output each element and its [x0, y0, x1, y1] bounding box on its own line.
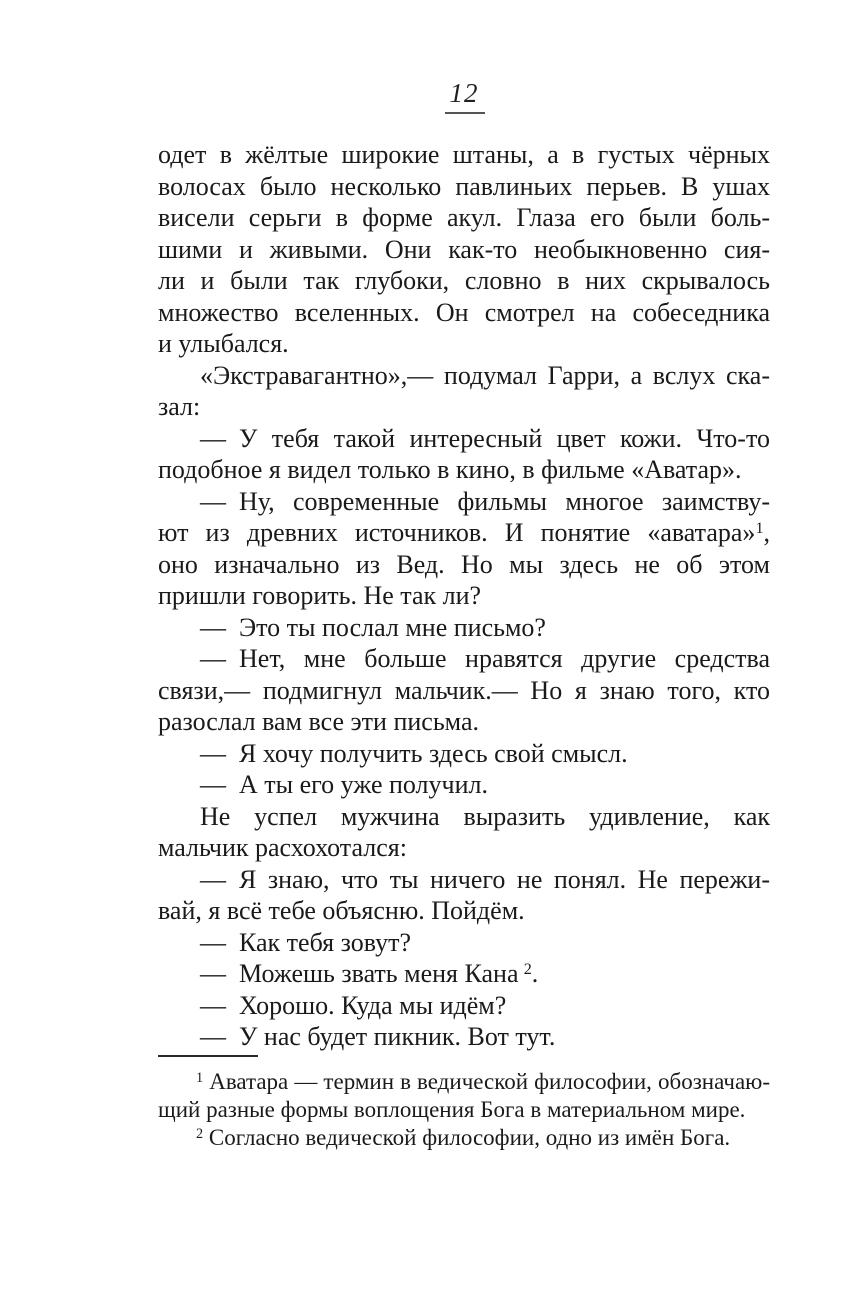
body-text-line: шими и живыми. Они как-то необыкновенно сия-	[158, 234, 770, 264]
body-text-line: одет в жёлтые широкие штаны, а в густых чёрных	[158, 140, 770, 169]
body-text-line: ли и были так глубоки, словно в них скрывалось	[158, 266, 770, 295]
body-text-line: висели серьги в форме акул. Глаза его были боль-	[158, 203, 770, 232]
footnote-reference-superscript: 2	[523, 960, 532, 978]
footnote-reference-superscript: 1	[196, 1069, 204, 1086]
body-text-line: мальчик расхохотался:	[158, 833, 407, 862]
footnote-reference-superscript: 1	[755, 519, 764, 537]
body-text-line: — Хорошо. Куда мы идём?	[200, 990, 507, 1020]
body-text-line: и улыбался.	[158, 329, 289, 358]
body-text-line: связи,— подмигнул мальчик.— Но я знаю того, кто	[158, 675, 770, 705]
body-text-line: Не успел мужчина выразить удивление, как	[200, 801, 770, 831]
footnote-line: $^2$ Согласно ведической философии, одно из имён Бога.	[196, 1125, 731, 1150]
footnote-line: щий разные формы воплощения Бога в материальном мире.	[158, 1097, 746, 1122]
body-text-line: подобное я видел только в кино, в фильме «Аватар».	[158, 455, 742, 484]
body-text-line: — У нас будет пикник. Вот тут.	[200, 1022, 556, 1051]
body-text-line: ют из древних источников. И понятие «аватара»$^1$,	[158, 518, 770, 547]
body-text-line: — А ты его уже получил.	[200, 770, 488, 799]
body-text-block	[158, 139, 770, 1053]
body-text-line: зал:	[158, 392, 201, 421]
body-text-line: вай, я всё тебе объясню. Пойдём.	[158, 896, 525, 925]
body-text-line: — Я хочу получить здесь свой смысл.	[200, 738, 628, 768]
body-text-line: «Экстравагантно»,— подумал Гарри, а вслух ска-	[200, 360, 770, 390]
body-text-line: оно изначально из Вед. Но мы здесь не об этом	[158, 549, 770, 579]
body-text-line: волосах было несколько павлиньих перьев. В ушах	[158, 171, 770, 201]
body-text-line: разослал вам все эти письма.	[158, 707, 479, 736]
body-text-line: — У тебя такой интересный цвет кожи. Что-то	[200, 423, 770, 453]
body-text-line: пришли говорить. Не так ли?	[158, 581, 482, 610]
footnotes-block	[158, 1068, 770, 1152]
body-text-line: — Ну, современные фильмы многое заимству-	[200, 486, 770, 516]
body-text-line: — Это ты послал мне письмо?	[200, 612, 546, 642]
body-text-line: — Как тебя зовут?	[200, 927, 412, 957]
body-text-line: множество вселенных. Он смотрел на собеседника	[158, 297, 770, 327]
body-text-line: — Можешь звать меня Кана $^2$.	[200, 959, 539, 988]
footnote-line: $^1$ Аватара — термин в ведической философии, обозначаю-	[196, 1069, 770, 1094]
page-number-rule	[445, 112, 485, 114]
body-text-line: — Я знаю, что ты ничего не понял. Не пережи-	[200, 864, 770, 894]
page-number: 12	[449, 78, 479, 108]
body-text-line: — Нет, мне больше нравятся другие средства	[200, 644, 770, 673]
footnote-separator-rule	[158, 1055, 258, 1057]
footnote-reference-superscript: 2	[196, 1125, 204, 1142]
